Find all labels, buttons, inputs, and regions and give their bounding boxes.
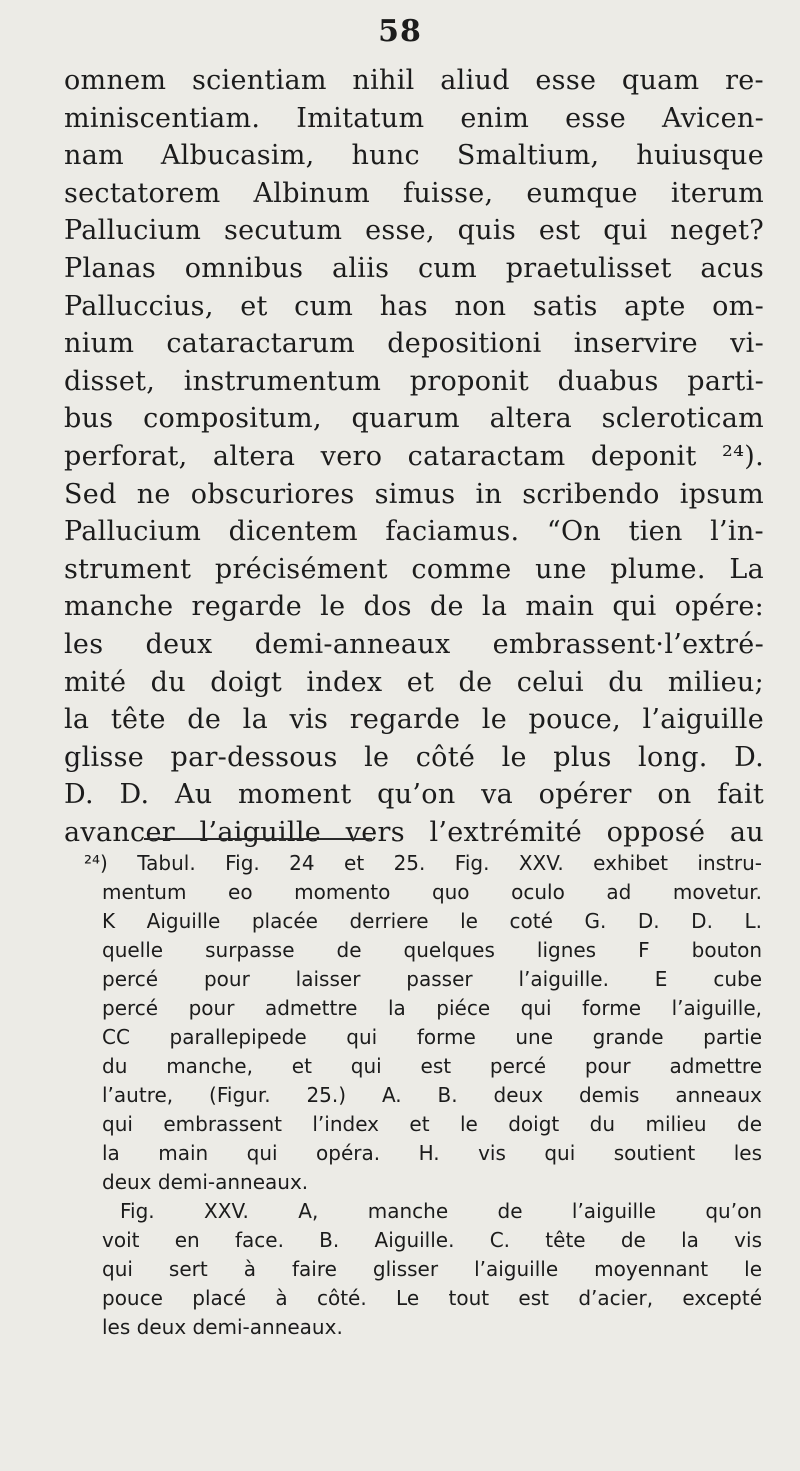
footnote-line: qui embrassent l’index et le doigt du milieu de	[102, 1112, 762, 1136]
footnote-line: CC parallepipede qui forme une grande partie	[102, 1025, 762, 1049]
footnote-line: percé pour admettre la piéce qui forme l’aiguille,	[102, 996, 762, 1020]
text-line: bus compositum, quarum altera scleroticam	[64, 403, 764, 435]
page-number: 58	[378, 14, 422, 49]
text-line: Sed ne obscuriores simus in scribendo ipsum	[64, 478, 764, 510]
footnote-line: du manche, et qui est percé pour admettre	[102, 1054, 762, 1078]
text-line: miniscentiam. Imitatum enim esse Avicen-	[64, 102, 764, 134]
footnote-line: l’autre, (Figur. 25.) A. B. deux demis anneaux	[102, 1083, 762, 1107]
footnote-line: la main qui opéra. H. vis qui soutient les	[102, 1141, 762, 1165]
main-text-block	[64, 62, 764, 851]
footnote-line: Fig. XXV. A, manche de l’aiguille qu’on	[120, 1199, 762, 1223]
text-line: Palluccius, et cum has non satis apte om-	[64, 290, 764, 322]
footnote-line: quelle surpasse de quelques lignes F bouton	[102, 938, 762, 962]
footnote-line: les deux demi-anneaux.	[102, 1315, 343, 1339]
text-line: manche regarde le dos de la main qui opére:	[64, 591, 764, 623]
footnote-line: voit en face. B. Aiguille. C. tête de la vis	[102, 1228, 762, 1252]
footnote-line: deux demi-anneaux.	[102, 1170, 309, 1194]
text-line: avancer l’aiguille vers l’extrémité opposé au	[64, 816, 764, 848]
text-line: sectatorem Albinum fuisse, eumque iterum	[64, 177, 764, 209]
text-line: nium cataractarum depositioni inservire vi-	[64, 328, 764, 360]
text-line: mité du doigt index et de celui du milieu;	[64, 666, 764, 698]
text-line: Planas omnibus aliis cum praetulisset acus	[64, 252, 764, 284]
text-line: les deux demi-anneaux embrassent·l’extré-	[64, 628, 764, 660]
footnote-line: pouce placé à côté. Le tout est d’acier, excepté	[102, 1286, 762, 1310]
footnote-line: K Aiguille placée derriere le coté G. D. D. L.	[102, 909, 762, 933]
text-line: nam Albucasim, hunc Smaltium, huiusque	[64, 140, 764, 172]
text-line: Pallucium secutum esse, quis est qui neget?	[64, 215, 764, 247]
footnote-block	[84, 849, 762, 1342]
footnote-line: ²⁴) Tabul. Fig. 24 et 25. Fig. XXV. exhibet instru-	[84, 851, 762, 875]
text-line: la tête de la vis regarde le pouce, l’aiguille	[64, 704, 764, 736]
text-line: Pallucium dicentem faciamus. “On tien l’in-	[64, 516, 764, 548]
text-line: strument précisément comme une plume. La	[64, 553, 764, 585]
footnote-divider	[144, 838, 372, 840]
footnote-line: percé pour laisser passer l’aiguille. E cube	[102, 967, 762, 991]
text-line: glisse par-dessous le côté le plus long. D.	[64, 741, 764, 773]
footnote-line: qui sert à faire glisser l’aiguille moyennant le	[102, 1257, 762, 1281]
text-line: D. D. Au moment qu’on va opérer on fait	[64, 779, 764, 811]
text-line: omnem scientiam nihil aliud esse quam re-	[64, 65, 764, 96]
footnote-line: mentum eo momento quo oculo ad movetur.	[102, 880, 762, 904]
text-line: perforat, altera vero cataractam deponit ²⁴).	[64, 440, 764, 472]
text-line: disset, instrumentum proponit duabus parti-	[64, 365, 764, 397]
